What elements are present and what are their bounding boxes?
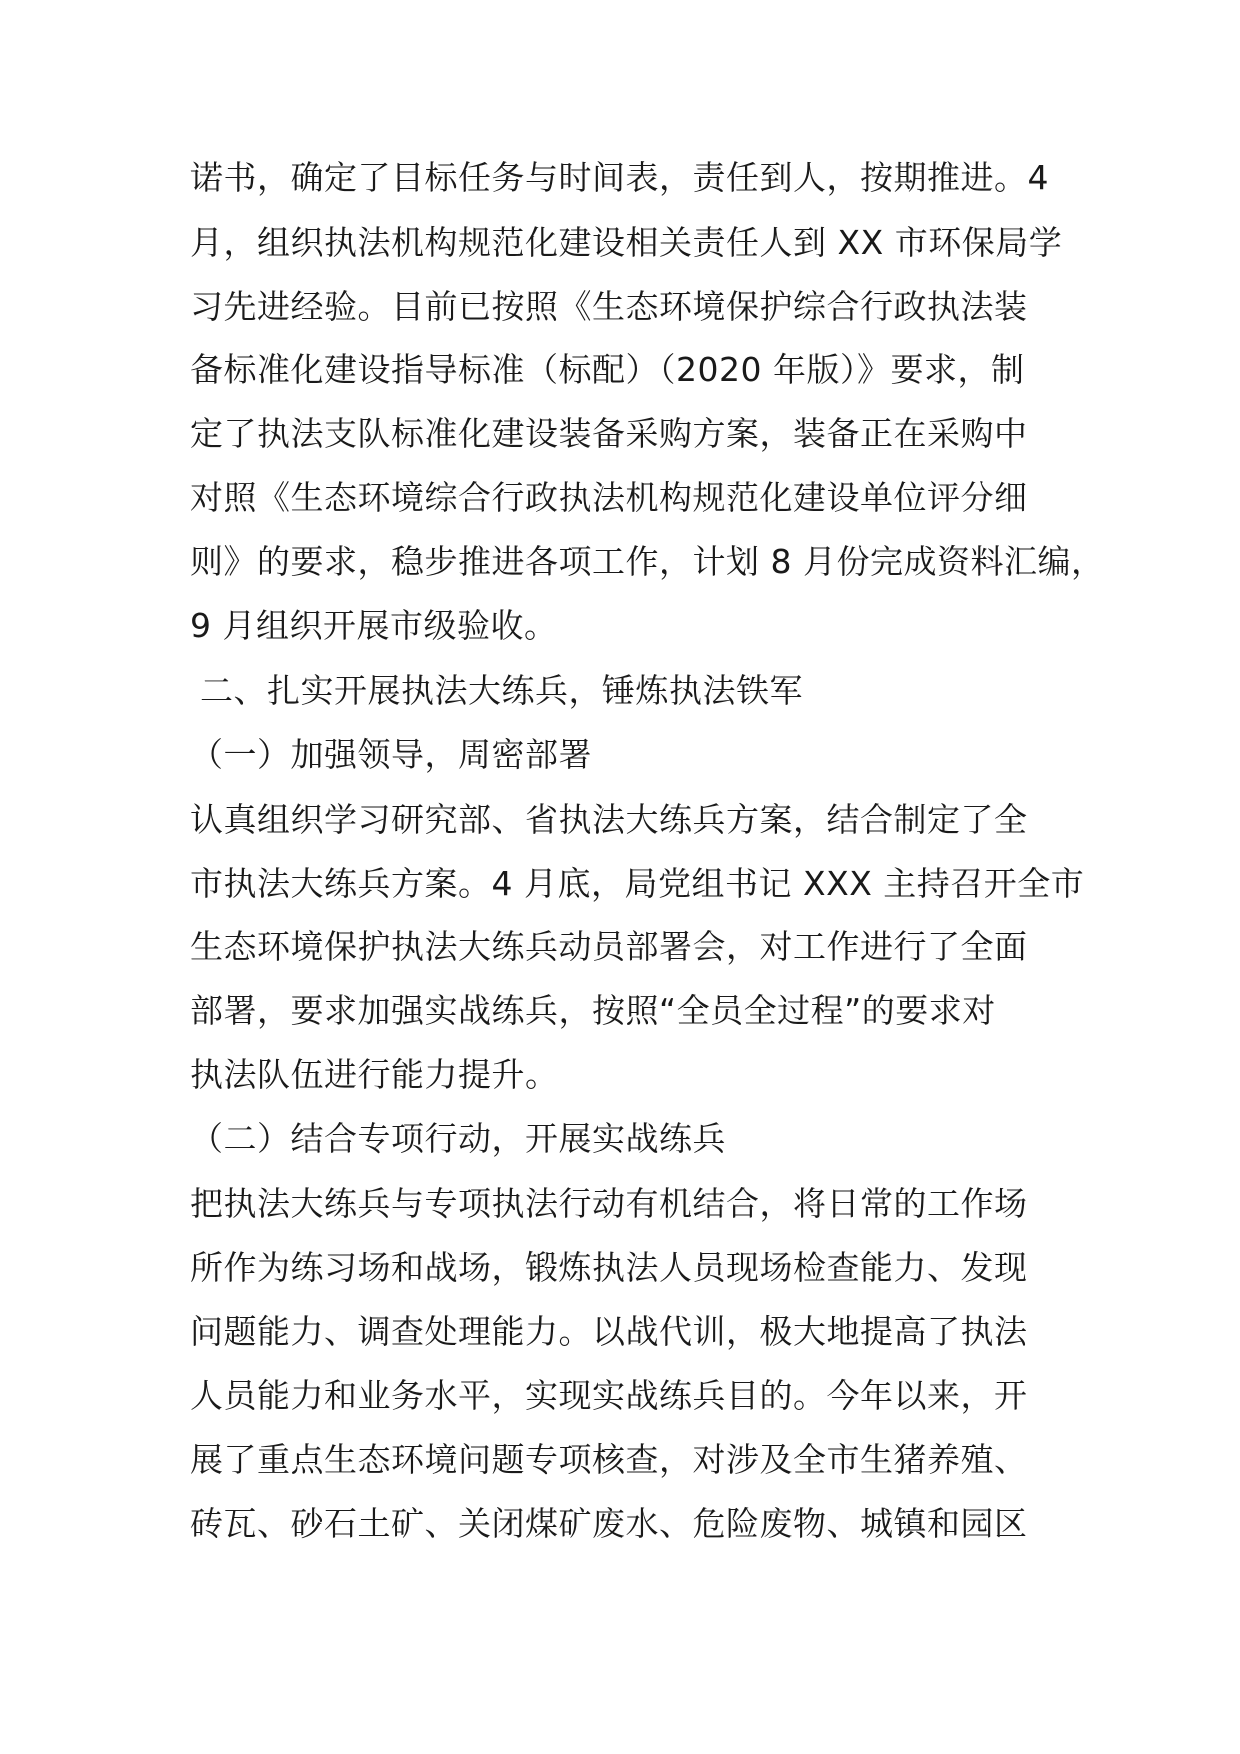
text-line: 月，组织执法机构规范化建设相关责任人到 XX 市环保局学 — [190, 223, 1063, 262]
text-line: 备标准化建设指导标准（标配）（2020 年版）》要求，制 — [190, 350, 1025, 389]
text-line: 市执法大练兵方案。4 月底，局党组书记 XXX 主持召开全市 — [190, 864, 1085, 903]
text-line: 9 月组织开展市级验收。 — [190, 606, 558, 645]
text-line: 人员能力和业务水平，实现实战练兵目的。今年以来，开 — [190, 1376, 1028, 1415]
text-line: 问题能力、调查处理能力。以战代训，极大地提高了执法 — [190, 1312, 1028, 1351]
text-line: 习先进经验。目前已按照《生态环境保护综合行政执法装 — [190, 287, 1028, 326]
subsection-heading: （二）结合专项行动，开展实战练兵 — [190, 1119, 726, 1158]
text-line: 执法队伍进行能力提升。 — [190, 1055, 559, 1094]
text-line: 生态环境保护执法大练兵动员部署会，对工作进行了全面 — [190, 927, 1028, 966]
text-line: 则》的要求，稳步推进各项工作，计划 8 月份完成资料汇编， — [190, 542, 1105, 581]
text-line: 展了重点生态环境问题专项核查，对涉及全市生猪养殖、 — [190, 1440, 1028, 1479]
text-line: 砖瓦、砂石土矿、关闭煤矿废水、危险废物、城镇和园区 — [190, 1504, 1028, 1543]
text-line: 定了执法支队标准化建设装备采购方案，装备正在采购中 — [190, 414, 1028, 453]
text-line: 把执法大练兵与专项执法行动有机结合，将日常的工作场 — [190, 1184, 1028, 1223]
section-heading: 二、扎实开展执法大练兵，锤炼执法铁军 — [200, 671, 803, 710]
subsection-heading: （一）加强领导，周密部署 — [190, 735, 592, 774]
text-line: 部署，要求加强实战练兵，按照“全员全过程”的要求对 — [190, 991, 996, 1030]
text-line: 所作为练习场和战场，锻炼执法人员现场检查能力、发现 — [190, 1248, 1028, 1287]
text-line: 对照《生态环境综合行政执法机构规范化建设单位评分细 — [190, 478, 1028, 517]
text-line: 认真组织学习研究部、省执法大练兵方案，结合制定了全 — [190, 800, 1028, 839]
text-line: 诺书，确定了目标任务与时间表，责任到人，按期推进。4 — [190, 158, 1049, 197]
